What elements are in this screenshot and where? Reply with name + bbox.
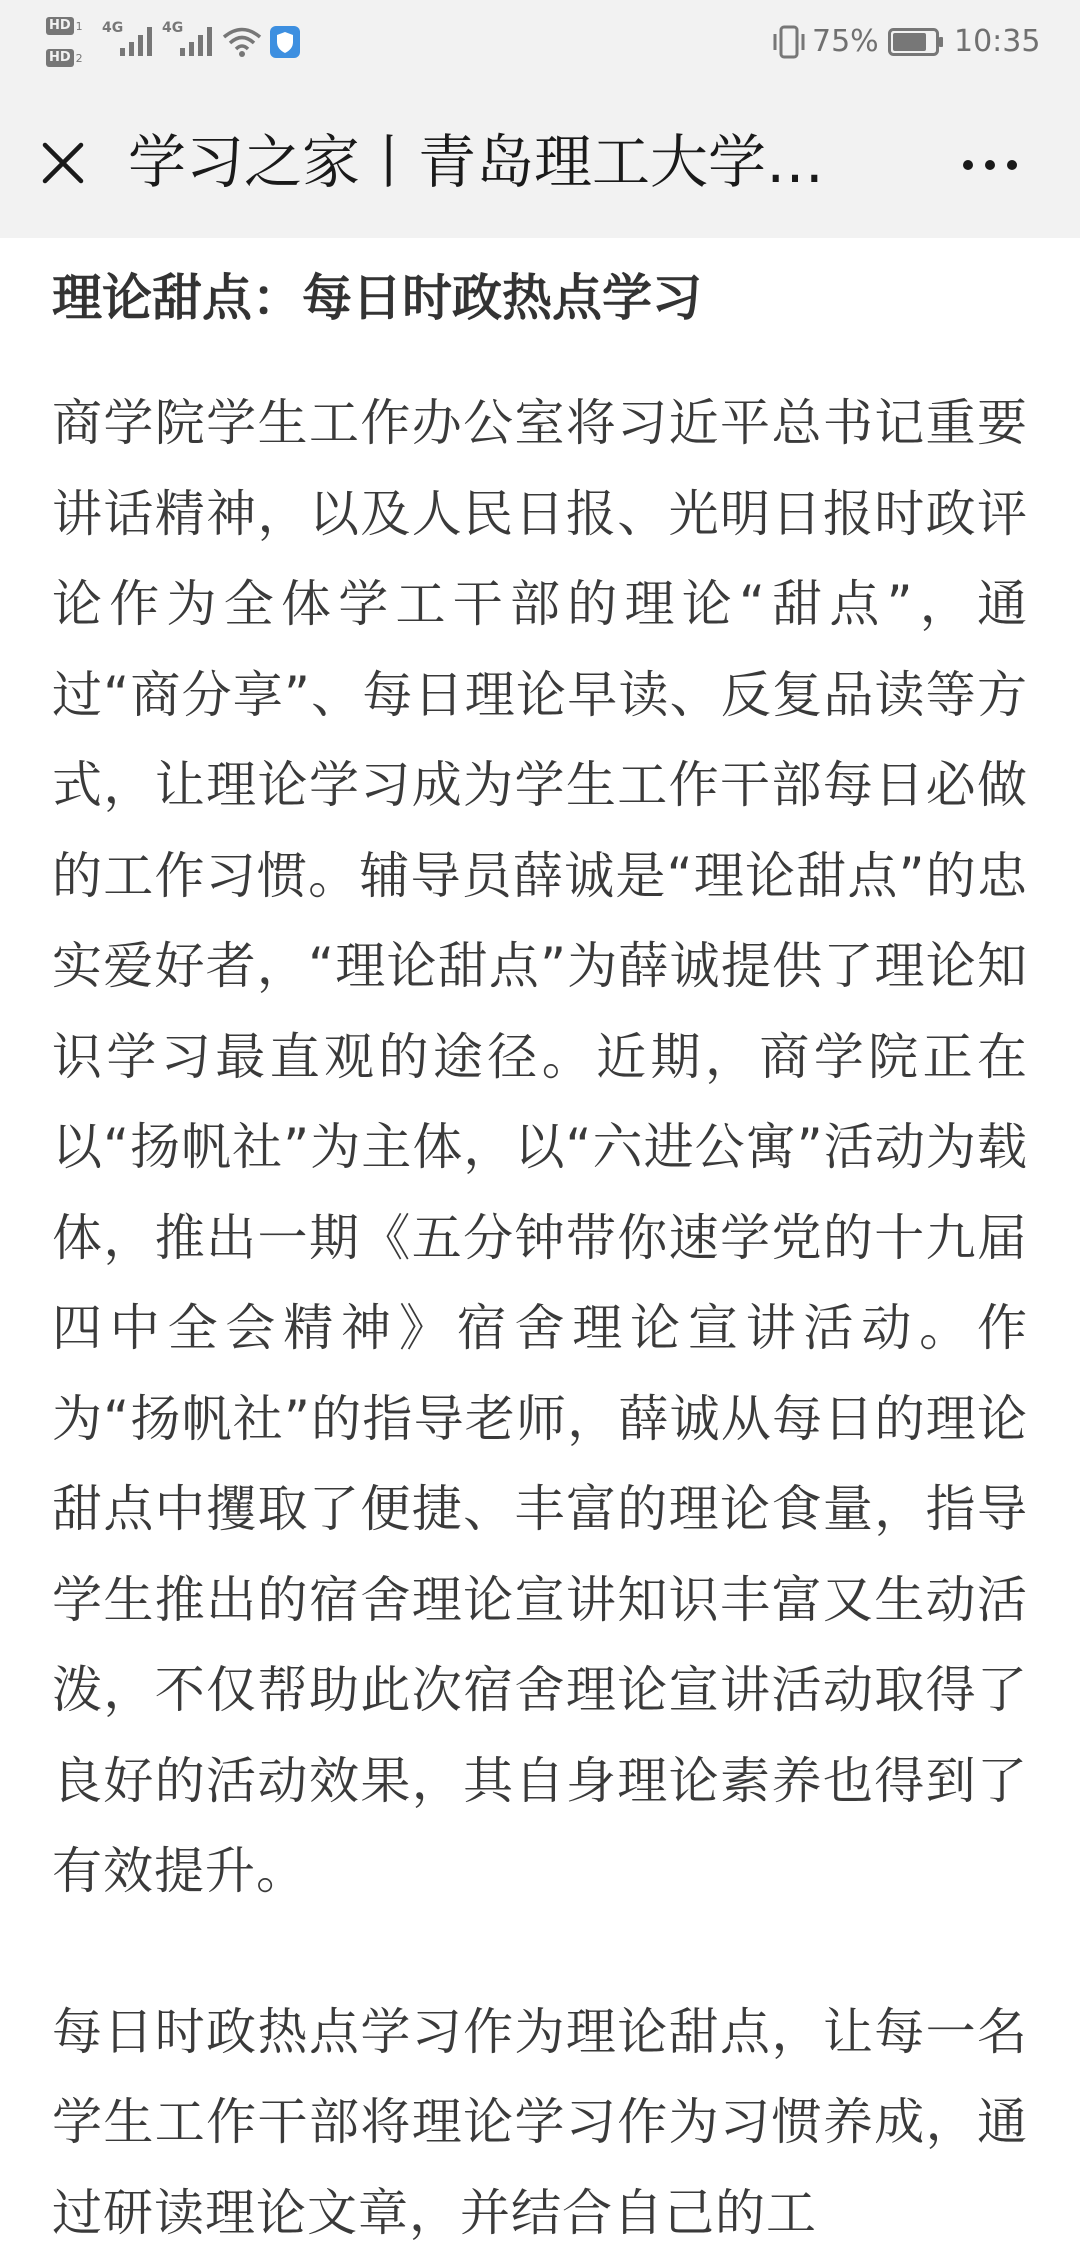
shield-icon [270,26,300,58]
title-bar [0,86,1080,238]
battery-percent: 75% [812,22,879,62]
close-icon [39,139,87,187]
status-bar [0,0,1080,86]
hd-2-sub: 2 [76,52,83,65]
hd-1-label: HD [46,17,74,35]
section-heading: 理论甜点：每日时政热点学习 [52,262,1028,334]
article-body [52,238,1028,2258]
network-1-label: 4G [102,20,123,36]
close-button[interactable] [30,130,96,196]
clock: 10:35 [954,22,1040,62]
article-paragraph-2: 每日时政热点学习作为理论甜点，让每一名学生工作干部将理论学习作为习惯养成，通过研读理论文章，并结合自己的工 [52,1987,1028,2258]
hd-1-sub: 1 [76,20,83,33]
hd-indicator-icon [46,14,94,72]
page-title: 学习之家丨青岛理工大学… [128,122,888,202]
more-button[interactable] [952,132,1028,198]
wifi-icon [222,26,262,58]
network-2-label: 4G [162,20,183,36]
hd-2-label: HD [46,49,74,67]
more-icon [960,158,1020,172]
battery-icon [888,28,944,56]
article-paragraph-1: 商学院学生工作办公室将习近平总书记重要讲话精神，以及人民日报、光明日报时政评论作为全体学工干部的理论“甜点”，通过“商分享”、每日理论早读、反复品读等方式，让理论学习成为学生工作干部每日必做的工作习惯。辅导员薛诚是“理论甜点”的忠实爱好者，“理论甜点”为薛诚提供了理论知识学习最直观的途径。近期，商学院正在以“扬帆社”为主体，以“六进公寓”活动为载体，推出一期《五分钟带你速学党的十九届四中全会精神》宿舍理论宣讲活动。作为“扬帆社”的指导老师，薛诚从每日的理论甜点中攫取了便捷、丰富的理论食量，指导学生推出的宿舍理论宣讲知识丰富又生动活泼，不仅帮助此次宿舍理论宣讲活动取得了良好的活动效果，其自身理论素养也得到了有效提升。 [52,378,1028,1917]
vibrate-icon [770,24,808,60]
